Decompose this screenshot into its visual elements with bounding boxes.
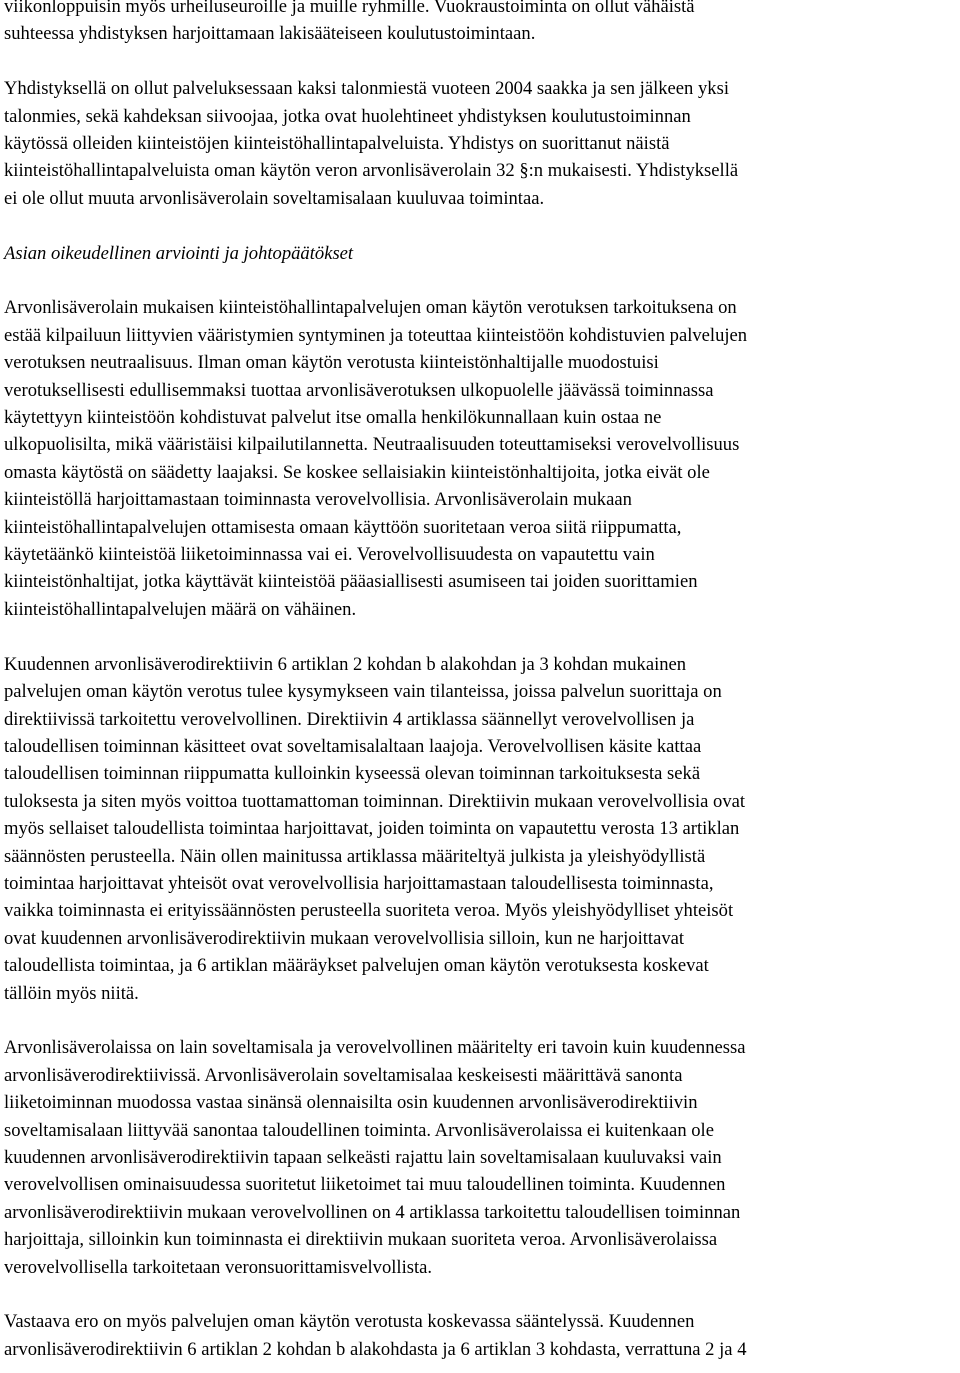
text-line: käytössä olleiden kiinteistöjen kiinteistöhallintapalveluista. Yhdistys on suorittanut näistä — [4, 133, 670, 155]
text-line: kiinteistöhallintapalvelujen määrä on vähäinen. — [4, 598, 357, 620]
text-line: suhteessa yhdistyksen harjoittamaan lakisääteiseen koulutustoimintaan. — [4, 23, 536, 45]
text-line: verotuksellisesti edullisemmaksi tuottaa arvonlisäverotuksen ulkopuolelle jäävässä toiminnassa — [4, 379, 714, 401]
text-line: ei ole ollut muuta arvonlisäverolain soveltamisalaan kuuluvaa toimintaa. — [4, 187, 545, 209]
document-page — [4, 0, 958, 1363]
paragraph-gap — [4, 1007, 958, 1034]
text-line: toimintaa harjoittavat yhteisöt ovat verovelvollisia harjoittamastaan taloudellisesta toiminnasta, — [4, 872, 714, 894]
text-line: arvonlisäverodirektiivissä. Arvonlisäverolain soveltamisalaa keskeisesti määrittävä sanonta — [4, 1064, 683, 1086]
text-line: estää kilpailuun liittyvien vääristymien syntyminen ja toteuttaa kiinteistöön kohdistuvien palvelujen — [4, 324, 748, 346]
text-line: kuudennen arvonlisäverodirektiivin tapaan selkeästi rajattu lain soveltamisalaan kuuluvaksi vain — [4, 1146, 722, 1168]
text-line: käytettyyn kiinteistöön kohdistuvat palvelut itse omalla henkilökunnallaan kuin ostaa ne — [4, 407, 662, 429]
text-line: verovelvollisen ominaisuudessa suoritetut liiketoimet tai muu taloudellinen toiminta. Kuudennen — [4, 1174, 726, 1196]
text-line: tuloksesta ja siten myös voittoa tuottamattoman toiminnan. Direktiivin mukaan verovelvollisia ovat — [4, 790, 746, 812]
text-line: tällöin myös niitä. — [4, 982, 139, 1004]
text-line: kiinteistöhallintapalvelujen ottamisesta omaan käyttöön suoritetaan veroa siitä riippumatta, — [4, 516, 682, 538]
text-line: säännösten perusteella. Näin ollen mainitussa artiklassa määriteltyä julkista ja yleishyödyllistä — [4, 845, 706, 867]
text-line: taloudellista toimintaa, ja 6 artiklan määräykset palvelujen oman käytön verotuksesta koskevat — [4, 955, 709, 977]
text-line: Arvonlisäverolaissa on lain soveltamisala ja verovelvollinen määritelty eri tavoin kuin kuudennessa — [4, 1037, 746, 1059]
paragraph-gap — [4, 1281, 958, 1308]
text-line: arvonlisäverodirektiivin mukaan verovelvollinen on 4 artiklassa tarkoitettu taloudellisen toiminnan — [4, 1201, 741, 1223]
paragraph-gap — [4, 48, 958, 75]
text-line: direktiivissä tarkoitettu verovelvollinen. Direktiivin 4 artiklassa säännellyt verovelvollisen ja — [4, 708, 695, 730]
text-line: soveltamisalaan liittyvää sanontaa taloudellinen toiminta. Arvonlisäverolaissa ei kuitenkaan ole — [4, 1119, 714, 1141]
text-line: talonmies, sekä kahdeksan siivoojaa, jotka ovat huolehtineet yhdistyksen koulutustoiminnan — [4, 105, 691, 127]
text-line: Vastaava ero on myös palvelujen oman käytön verotusta koskevassa sääntelyssä. Kuudennen — [4, 1311, 695, 1333]
text-line: kiinteistönhaltijat, jotka käyttävät kiinteistöä pääasiallisesti asumiseen tai joiden suorittamien — [4, 571, 698, 593]
text-line: liiketoiminnan muodossa vastaa sinänsä olennaisilta osin kuudennen arvonlisäverodirektiivin — [4, 1092, 698, 1114]
paragraph-gap — [4, 212, 958, 239]
text-line: taloudellisen toiminnan riippumatta kulloinkin kyseessä olevan toiminnan tarkoituksesta sekä — [4, 763, 701, 785]
text-line: Kuudennen arvonlisäverodirektiivin 6 artiklan 2 kohdan b alakohdan ja 3 kohdan mukainen — [4, 653, 687, 675]
text-line: arvonlisäverodirektiivin 6 artiklan 2 kohdan b alakohdasta ja 6 artiklan 3 kohdasta, verrattuna 2 ja 4 — [4, 1338, 747, 1360]
text-line: käytetäänkö kiinteistöä liiketoiminnassa vai ei. Verovelvollisuudesta on vapautettu vain — [4, 544, 655, 566]
text-line: ovat kuudennen arvonlisäverodirektiivin mukaan verovelvollisia silloin, kun ne harjoittavat — [4, 927, 685, 949]
text-line: Yhdistyksellä on ollut palveluksessaan kaksi talonmiestä vuoteen 2004 saakka ja sen jälkeen yksi — [4, 78, 729, 100]
text-line: viikonloppuisin myös urheiluseuroille ja muille ryhmille. Vuokraustoiminta on ollut vähäistä — [4, 0, 695, 17]
section-heading: Asian oikeudellinen arviointi ja johtopäätökset — [4, 242, 354, 264]
text-line: harjoittaja, silloinkin kun toiminnasta ei direktiivin mukaan suoriteta veroa. Arvonlisäverolaissa — [4, 1229, 718, 1251]
text-line: verotuksen neutraalisuus. Ilman oman käytön verotusta kiinteistönhaltijalle muodostuisi — [4, 352, 659, 374]
text-line: myös sellaiset taloudellista toimintaa harjoittavat, joiden toiminta on vapautettu verosta 13 artiklan — [4, 818, 740, 840]
text-line: vaikka toiminnasta ei erityissäännösten perusteella suoriteta veroa. Myös yleishyödylliset yhteisöt — [4, 900, 734, 922]
paragraph-gap — [4, 267, 958, 294]
text-line: kiinteistöllä harjoittamastaan toiminnasta verovelvollisia. Arvonlisäverolain mukaan — [4, 489, 632, 511]
text-line: palvelujen oman käytön verotus tulee kysymykseen vain tilanteissa, joissa palvelun suorittaja on — [4, 681, 722, 703]
text-line: verovelvollisella tarkoitetaan veronsuorittamisvelvollista. — [4, 1256, 433, 1278]
text-line: kiinteistöhallintapalveluista oman käytön veron arvonlisäverolain 32 §:n mukaisesti. Yhdistyksellä — [4, 160, 739, 182]
text-line: taloudellisen toiminnan käsitteet ovat soveltamisalaltaan laajoja. Verovelvollisen käsite kattaa — [4, 735, 702, 757]
text-line: Arvonlisäverolain mukaisen kiinteistöhallintapalvelujen oman käytön verotuksen tarkoituksena on — [4, 297, 737, 319]
paragraph-gap — [4, 623, 958, 650]
text-line: ulkopuolisilta, mikä vääristäisi kilpailutilannetta. Neutraalisuuden toteuttamiseksi verovelvollisuus — [4, 434, 740, 456]
text-line: omasta käytöstä on säädetty laajaksi. Se koskee sellaisiakin kiinteistönhaltijoita, jotka eivät ole — [4, 461, 710, 483]
